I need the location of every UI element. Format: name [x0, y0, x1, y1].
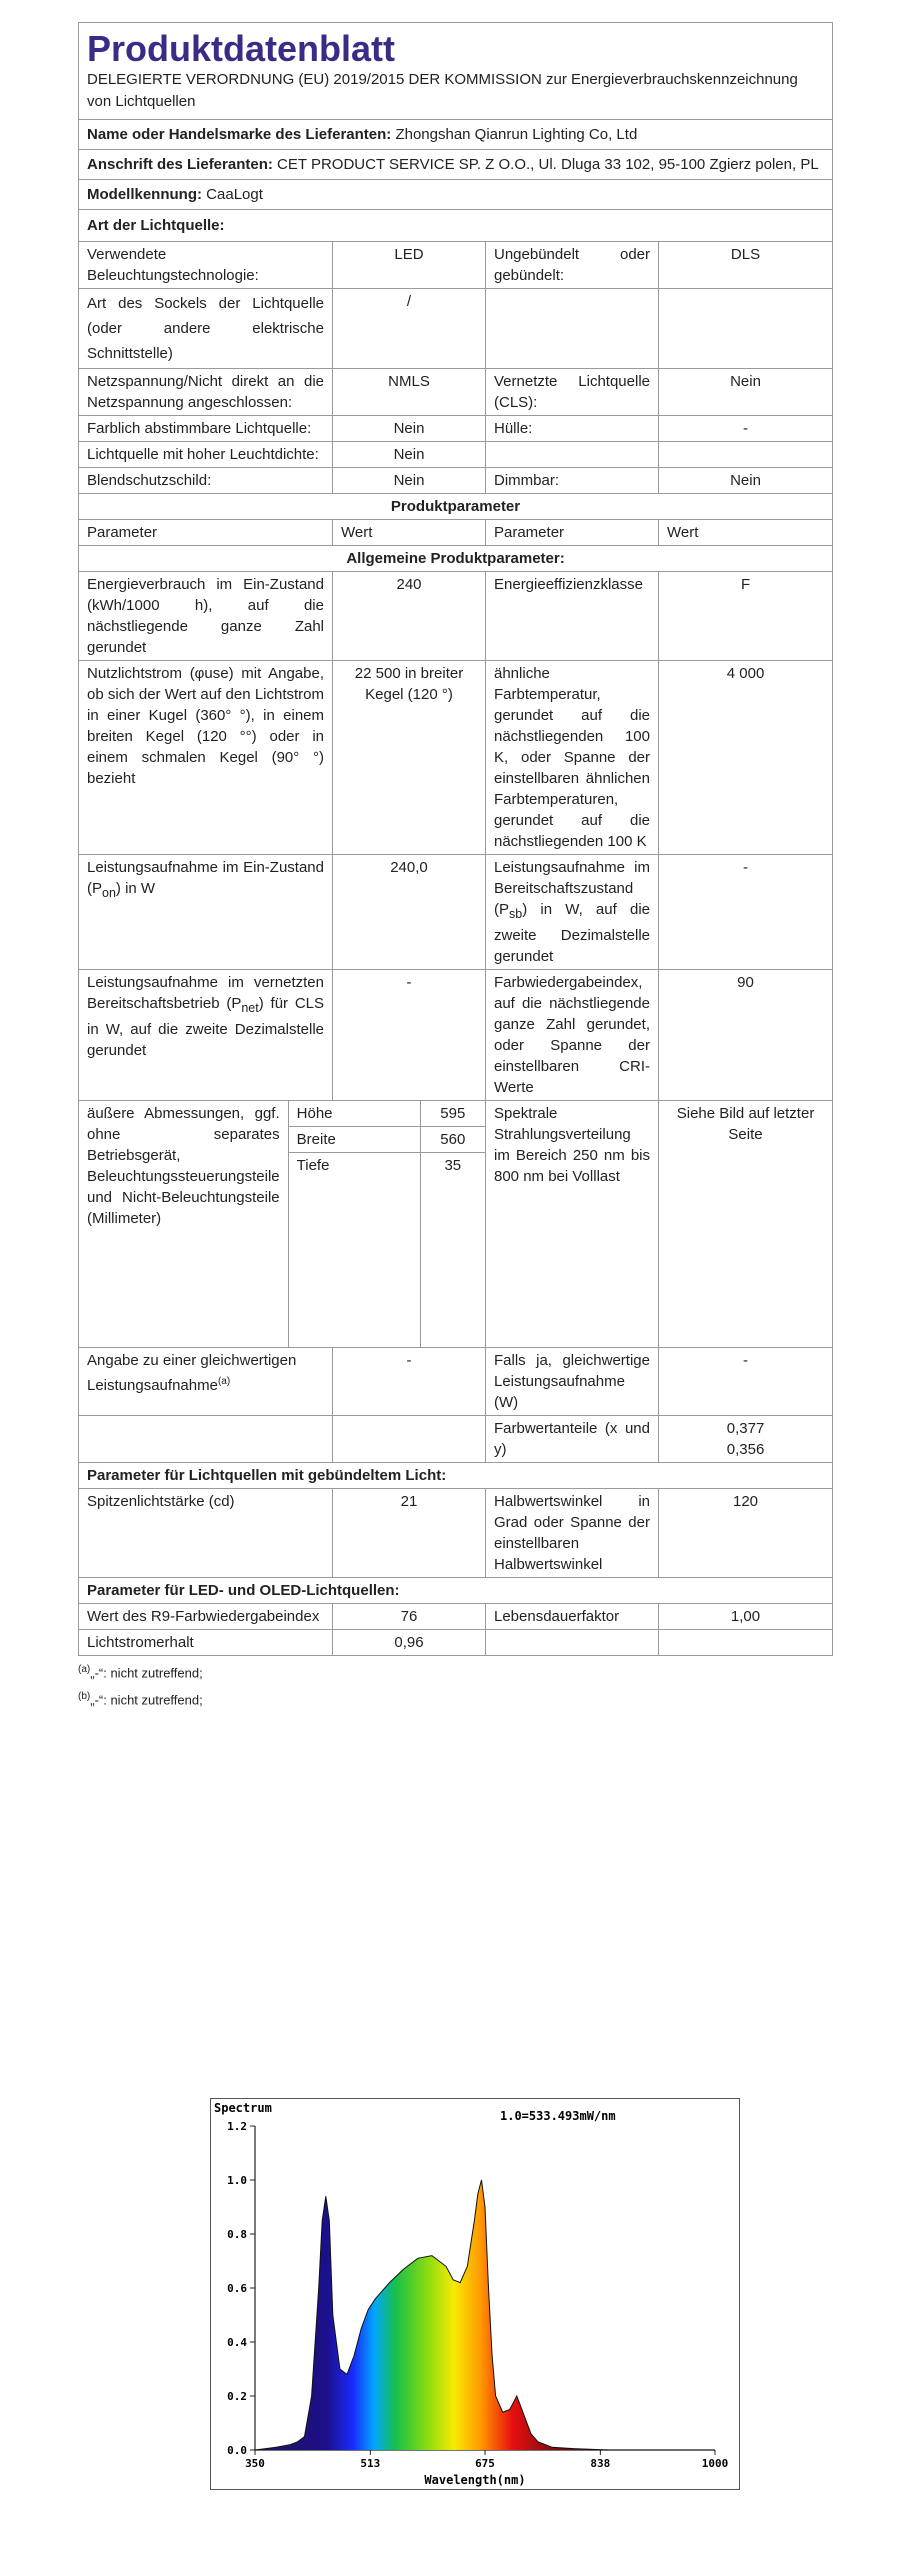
type-value: Nein [333, 468, 486, 494]
standby-power-label [486, 855, 659, 970]
y-tick-label: 0.8 [227, 2228, 247, 2241]
light-source-type-heading: Art der Lichtquelle: [79, 210, 833, 242]
supplier-address-label: Anschrift des Lieferanten: [87, 156, 273, 173]
param-row [79, 1348, 833, 1416]
dimension-name: Tiefe [288, 1153, 420, 1348]
y-tick-label: 0.0 [227, 2444, 247, 2457]
label-subscript: on [102, 886, 116, 900]
equivalent-watt-value: - [659, 1348, 833, 1416]
equivalent-power-value: - [333, 1348, 486, 1416]
type-row [79, 242, 833, 289]
energy-consumption-value: 240 [333, 572, 486, 661]
param-row [79, 1489, 833, 1578]
dimension-name: Höhe [288, 1101, 420, 1127]
spectral-distribution-label: Spektrale Strahlungsverteilung im Bereich 250 nm bis 800 nm bei Volllast [486, 1101, 659, 1348]
param-row [79, 572, 833, 661]
dimension-name: Breite [288, 1127, 420, 1153]
peak-intensity-value: 21 [333, 1489, 486, 1578]
label-text: Leistungsaufnahme im Ein-Zustand (P [87, 859, 324, 897]
luminous-flux-label: Nutzlichtstrom (φuse) mit Angabe, ob sich der Wert auf den Lichtstrom in einer Kugel (360° °), in einem breiten Kegel (120 °°) oder in einem schmalen Kegel (90° °) bezieht [79, 661, 333, 855]
type-value [659, 442, 833, 468]
type-label: Ungebündelt oder gebündelt: [486, 242, 659, 289]
label-subscript: net [241, 1001, 259, 1015]
column-header: Wert [333, 520, 486, 546]
general-parameters-heading: Allgemeine Produktparameter: [79, 546, 833, 572]
y-tick-label: 1.2 [227, 2120, 247, 2133]
column-header: Wert [659, 520, 833, 546]
page-title: Produktdatenblatt [87, 28, 396, 69]
footnote-text: „-“: nicht zutreffend; [90, 1692, 203, 1708]
type-value: Nein [333, 416, 486, 442]
x-tick-label: 513 [360, 2457, 381, 2470]
spectral-distribution-value: Siehe Bild auf letzter Seite [659, 1101, 833, 1348]
on-mode-power-value: 240,0 [333, 855, 486, 970]
x-tick-label: 675 [475, 2457, 495, 2470]
type-label: Vernetzte Lichtquelle (CLS): [486, 369, 659, 416]
survival-factor-value: 1,00 [659, 1604, 833, 1630]
param-row [79, 1416, 833, 1463]
lumen-maintenance-value: 0,96 [333, 1630, 486, 1656]
empty-cell [659, 1630, 833, 1656]
survival-factor-label: Lebensdauerfaktor [486, 1604, 659, 1630]
beam-angle-label: Halbwertswinkel in Grad oder Spanne der einstellbaren Halbwertswinkel [486, 1489, 659, 1578]
footnote-mark: (a) [217, 1376, 231, 1387]
type-label: Blendschutzschild: [79, 468, 333, 494]
energy-consumption-label: Energieverbrauch im Ein-Zustand (kWh/1000 h), auf die nächstliegende ganze Zahl gerundet [79, 572, 333, 661]
equivalent-watt-label: Falls ja, gleichwertige Leistungsaufnahme (W) [486, 1348, 659, 1416]
label-text: ) in W, auf die zweite Dezimalstelle gerundet [494, 901, 650, 965]
energy-class-value: F [659, 572, 833, 661]
column-header: Parameter [486, 520, 659, 546]
networked-standby-label [79, 970, 333, 1101]
model-id: CaaLogt [206, 186, 263, 203]
cri-value: 90 [659, 970, 833, 1101]
type-value: - [659, 416, 833, 442]
y-tick-label: 0.2 [227, 2390, 247, 2403]
dimensions-cell [79, 1101, 486, 1348]
footnote-mark: (b) [78, 1691, 91, 1703]
networked-standby-value: - [333, 970, 486, 1101]
datasheet-table [78, 22, 833, 1656]
label-text: ) für CLS in W, auf die zweite Dezimalstelle gerundet [87, 995, 324, 1059]
type-label: Netzspannung/Nicht direkt an die Netzspannung angeschlossen: [79, 369, 333, 416]
lumen-maintenance-label: Lichtstromerhalt [79, 1630, 333, 1656]
y-tick-label: 0.6 [227, 2282, 247, 2295]
supplier-address: CET PRODUCT SERVICE SP. Z O.O., Ul. Dluga 33 102, 95-100 Zgierz polen, PL [277, 156, 819, 173]
footnote-b [78, 1685, 832, 1712]
type-value: DLS [659, 242, 833, 289]
label-text: Angabe zu einer gleichwertigen Leistungsaufnahme [87, 1352, 297, 1394]
footnotes [78, 1658, 832, 1713]
spectrum-svg [210, 2098, 740, 2490]
dimension-value: 560 [420, 1127, 485, 1153]
dimension-value: 595 [420, 1101, 485, 1127]
type-value: Nein [333, 442, 486, 468]
type-label [486, 289, 659, 369]
x-tick-label: 838 [590, 2457, 611, 2470]
column-header: Parameter [79, 520, 333, 546]
on-mode-power-label [79, 855, 333, 970]
label-subscript: sb [509, 907, 523, 921]
type-row [79, 416, 833, 442]
luminous-flux-value: 22 500 in breiter Kegel (120 °) [333, 661, 486, 855]
beam-angle-value: 120 [659, 1489, 833, 1578]
y-tick-label: 0.4 [227, 2336, 247, 2349]
peak-intensity-label: Spitzenlichtstärke (cd) [79, 1489, 333, 1578]
spectrum-chart [210, 2098, 740, 2490]
param-row [79, 661, 833, 855]
label-text: Leistungsaufnahme im vernetzten Bereitschaftsbetrieb (P [87, 974, 324, 1012]
type-label: Hülle: [486, 416, 659, 442]
type-value: LED [333, 242, 486, 289]
type-label: Art des Sockels der Lichtquelle (oder andere elektrische Schnittstelle) [79, 289, 333, 369]
chromaticity-values [659, 1416, 833, 1463]
energy-class-label: Energieeffizienzklasse [486, 572, 659, 661]
supplier-name-label: Name oder Handelsmarke des Lieferanten: [87, 126, 392, 143]
x-tick-label: 350 [245, 2457, 265, 2470]
footnote-text: „-“: nicht zutreffend; [90, 1665, 203, 1681]
type-label: Verwendete Beleuchtungstechnologie: [79, 242, 333, 289]
type-value [659, 289, 833, 369]
type-label: Farblich abstimmbare Lichtquelle: [79, 416, 333, 442]
cct-label: ähnliche Farbtemperatur, gerundet auf die nächstliegenden 100 K, oder Spanne der einstellbaren ähnlichen Farbtemperaturen, gerundet auf die nächstliegenden 100 K [486, 661, 659, 855]
param-row [79, 1604, 833, 1630]
type-label [486, 442, 659, 468]
chromaticity-label: Farbwertanteile (x und y) [486, 1416, 659, 1463]
empty-cell [486, 1630, 659, 1656]
directional-heading: Parameter für Lichtquellen mit gebündeltem Licht: [79, 1463, 833, 1489]
type-row [79, 369, 833, 416]
param-row [79, 1630, 833, 1656]
chart-annotation: 1.0=533.493mW/nm [500, 2109, 616, 2123]
footnote-mark: (a) [78, 1664, 91, 1675]
type-value: Nein [659, 369, 833, 416]
type-label: Lichtquelle mit hoher Leuchtdichte: [79, 442, 333, 468]
dimension-value: 35 [420, 1153, 485, 1348]
type-label: Dimmbar: [486, 468, 659, 494]
r9-label: Wert des R9-Farbwiedergabeindex [79, 1604, 333, 1630]
datasheet [78, 22, 832, 1713]
supplier-name: Zhongshan Qianrun Lighting Co, Ltd [395, 126, 638, 143]
y-tick-label: 1.0 [227, 2174, 247, 2187]
equivalent-power-label [79, 1348, 333, 1416]
param-row [79, 855, 833, 970]
chromaticity-x: 0,377 [726, 1420, 765, 1437]
chart-title: Spectrum [214, 2101, 272, 2115]
empty-cell [333, 1416, 486, 1463]
regulation-subtitle: DELEGIERTE VERORDNUNG (EU) 2019/2015 DER KOMMISSION zur Energieverbrauchskennzeichnung von Lichtquellen [87, 71, 798, 110]
param-row [79, 1101, 833, 1348]
type-row [79, 468, 833, 494]
led-heading: Parameter für LED- und OLED-Lichtquellen: [79, 1578, 833, 1604]
type-row [79, 442, 833, 468]
standby-power-value: - [659, 855, 833, 970]
empty-cell [79, 1416, 333, 1463]
type-value: / [333, 289, 486, 369]
chart-xlabel: Wavelength(nm) [424, 2473, 526, 2487]
type-value: NMLS [333, 369, 486, 416]
dimensions-table [79, 1101, 485, 1347]
label-text: ) in W [115, 880, 156, 897]
chromaticity-y: 0,356 [726, 1441, 765, 1458]
dimensions-label: äußere Abmessungen, ggf. ohne separates Betriebsgerät, Beleuchtungssteuerungsteile und Nicht-Beleuchtungsteile (Millimeter) [79, 1101, 288, 1347]
label-text: Leistungsaufnahme im Bereitschaftszustand (P [494, 859, 650, 918]
x-tick-label: 1000 [701, 2457, 729, 2470]
product-parameters-heading: Produktparameter [79, 494, 833, 520]
cri-label: Farbwiedergabeindex, auf die nächstliegende ganze Zahl gerundet, oder Spanne der einstellbaren CRI-Werte [486, 970, 659, 1101]
type-value: Nein [659, 468, 833, 494]
column-header-row [79, 520, 833, 546]
model-label: Modellkennung: [87, 186, 202, 203]
footnote-a [78, 1658, 832, 1685]
r9-value: 76 [333, 1604, 486, 1630]
type-row [79, 289, 833, 369]
param-row [79, 970, 833, 1101]
cct-value: 4 000 [659, 661, 833, 855]
